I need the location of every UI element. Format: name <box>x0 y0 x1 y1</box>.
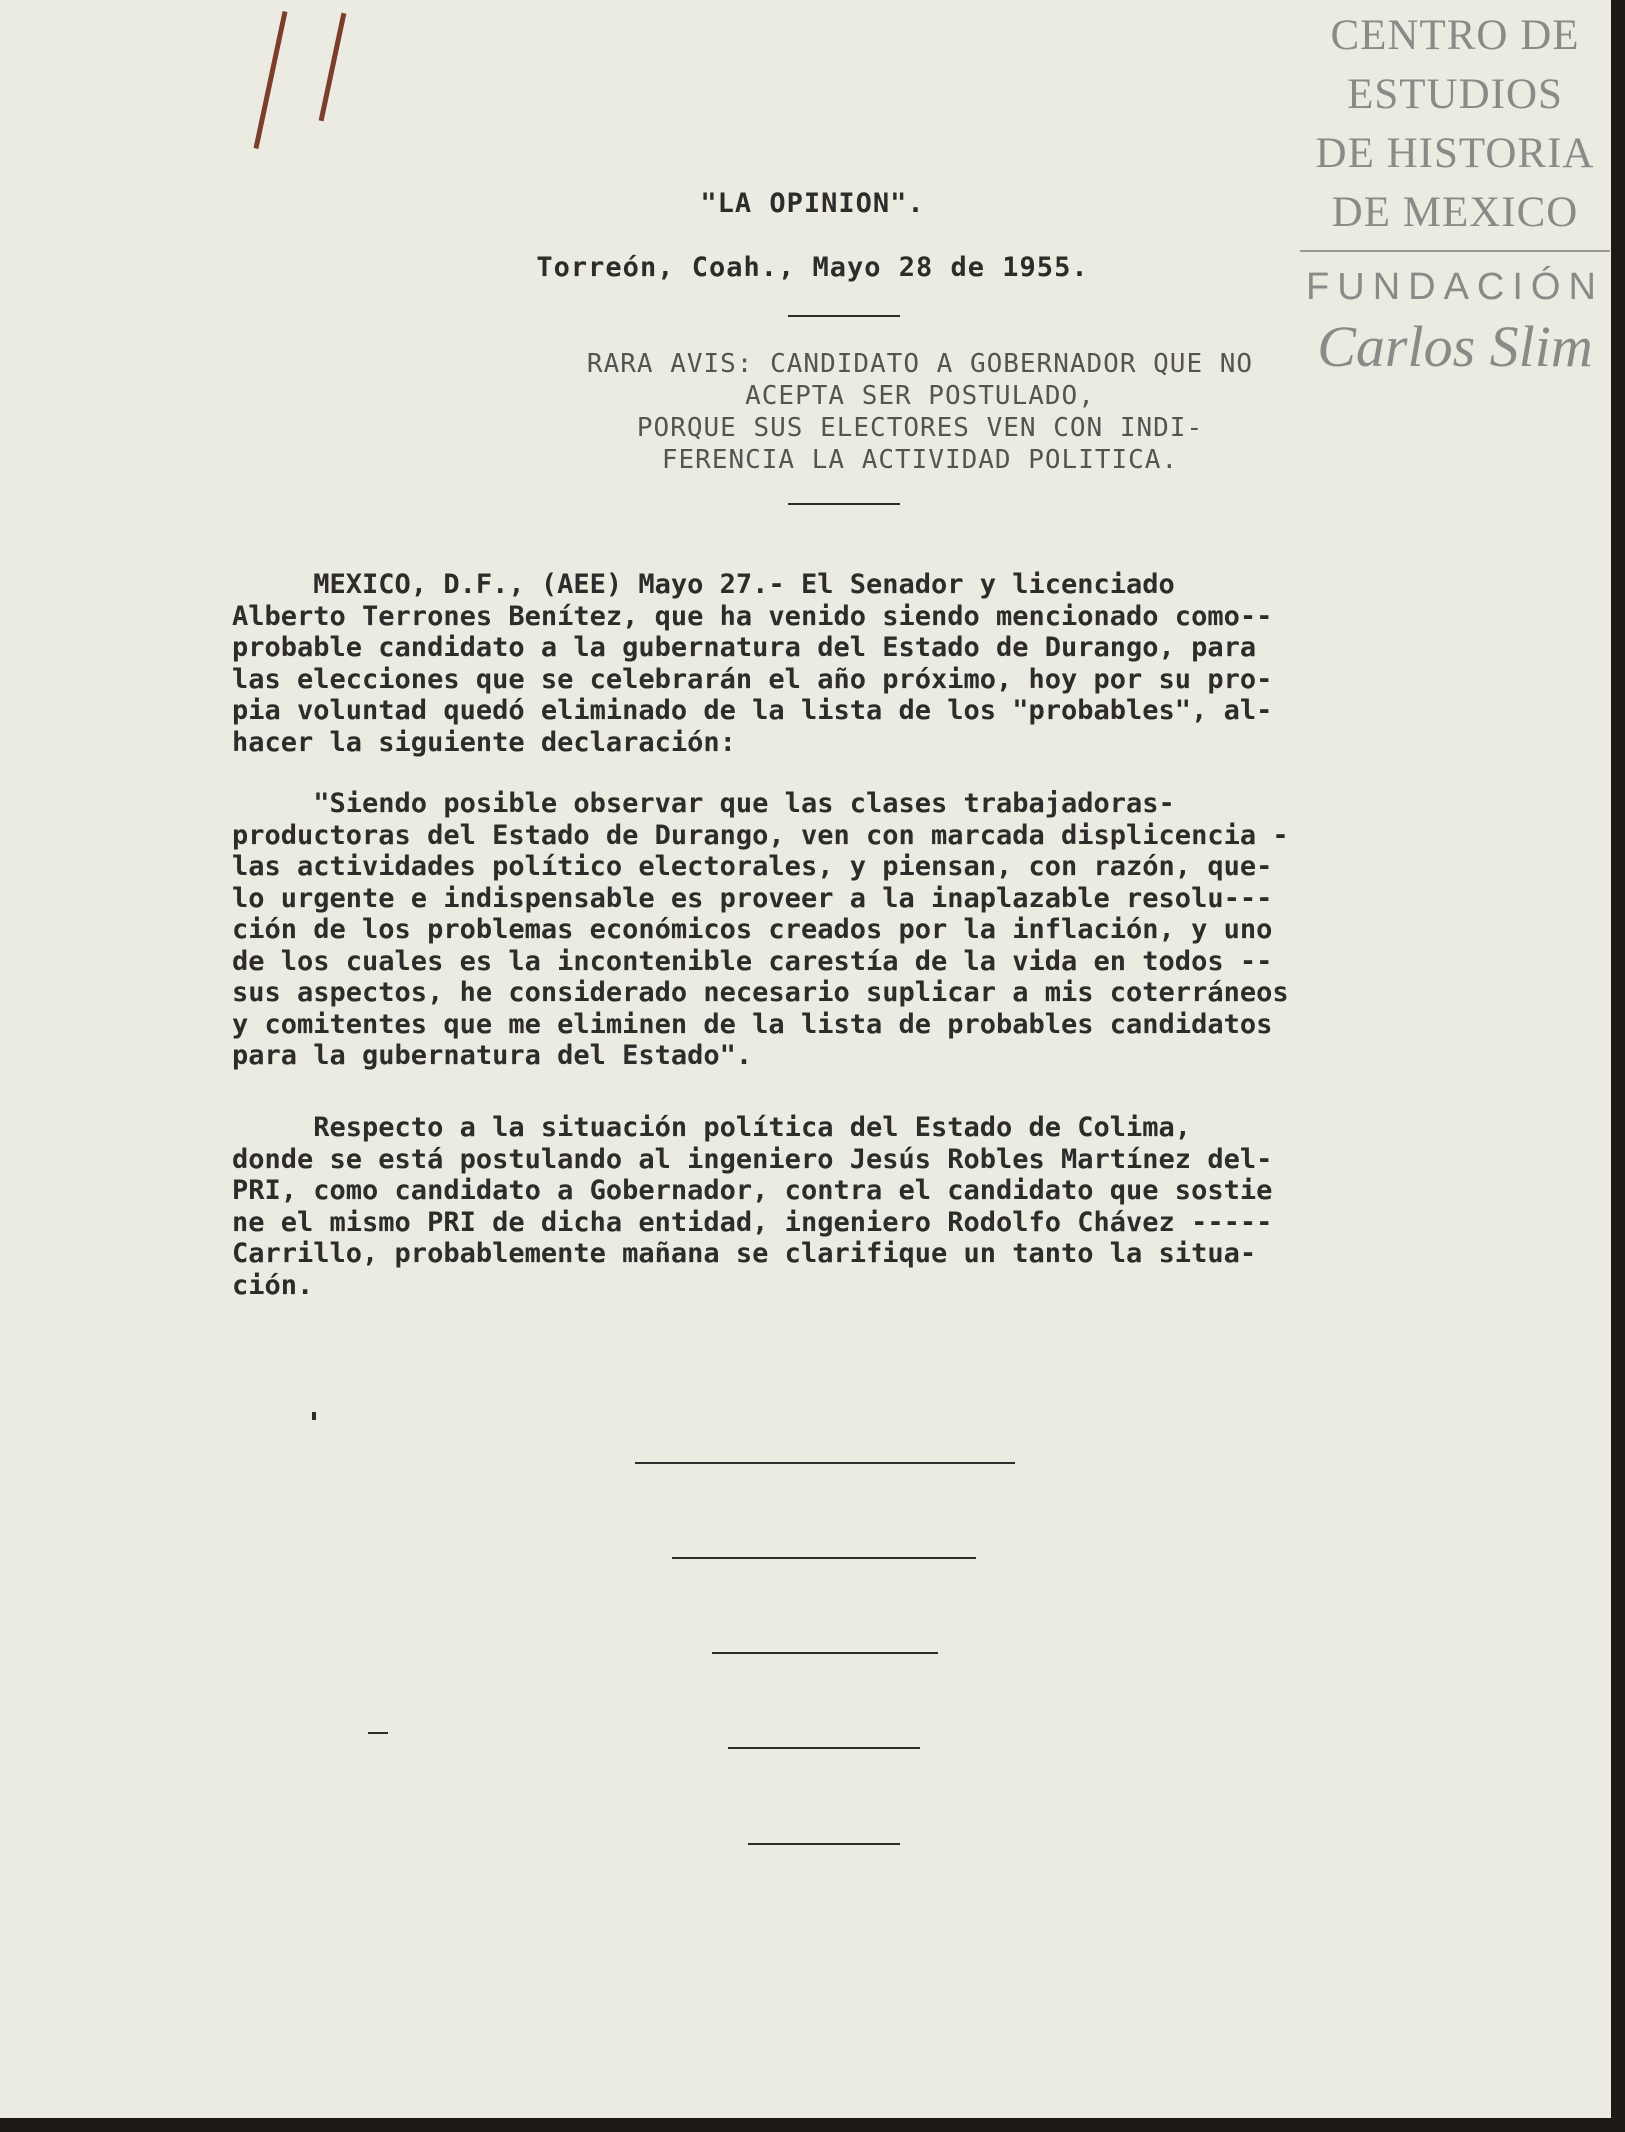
headline-line: FERENCIA LA ACTIVIDAD POLITICA. <box>661 445 1179 475</box>
headline <box>430 348 1410 476</box>
watermark-line: ESTUDIOS <box>1347 71 1563 118</box>
text-line: Respecto a la situación política del Estado de Colima, <box>232 1112 1192 1143</box>
text-line: probable candidato a la gubernatura del Estado de Durango, para <box>232 632 1257 663</box>
text-line: pia voluntad quedó eliminado de la lista de los "probables", al- <box>232 695 1273 726</box>
watermark-line: DE MEXICO <box>1331 189 1579 236</box>
dateline: Torreón, Coah., Mayo 28 de 1955. <box>536 252 1089 283</box>
text-line: las actividades político electorales, y piensan, con razón, que- <box>232 851 1273 882</box>
text-line: ne el mismo PRI de dicha entidad, ingeniero Rodolfo Chávez ----- <box>232 1206 1273 1238</box>
headline-line: PORQUE SUS ELECTORES VEN CON INDI- <box>636 413 1204 443</box>
end-rule <box>635 1462 1015 1464</box>
paragraph-colima <box>232 1112 1482 1301</box>
text-line: las elecciones que se celebrarán el año próximo, hoy por su pro- <box>232 663 1273 695</box>
text-line: lo urgente e indispensable es proveer a la inaplazable resolu--- <box>232 882 1273 914</box>
separator-rule <box>788 315 900 317</box>
end-rule <box>672 1557 976 1559</box>
text-line: hacer la siguiente declaración: <box>232 726 736 758</box>
watermark-foundation: FUNDACIÓN <box>1306 266 1604 308</box>
watermark-signature: Carlos Slim <box>1317 314 1593 379</box>
text-line: productoras del Estado de Durango, ven con marcada displicencia - <box>232 819 1289 851</box>
separator-rule <box>788 503 900 505</box>
text-line: sus aspectos, he considerado necesario suplicar a mis coterráneos <box>232 977 1289 1008</box>
text-line: y comitentes que me eliminen de la lista de probables candidatos <box>232 1008 1273 1040</box>
end-rule <box>712 1652 938 1654</box>
ink-mark <box>254 11 288 149</box>
stray-mark <box>368 1732 388 1734</box>
end-rule <box>748 1843 900 1845</box>
paragraph-intro <box>232 569 1482 758</box>
text-line: de los cuales es la incontenible carestía de la vida en todos -- <box>232 945 1273 977</box>
headline-line: RARA AVIS: CANDIDATO A GOBERNADOR QUE NO <box>586 349 1254 379</box>
text-line: Carrillo, probablemente mañana se clarifique un tanto la situa- <box>232 1238 1257 1269</box>
ink-mark <box>319 13 347 122</box>
paragraph-quote <box>232 788 1482 1072</box>
text-line: "Siendo posible observar que las clases trabajadoras- <box>232 788 1175 819</box>
text-line: para la gubernatura del Estado". <box>232 1040 753 1071</box>
text-line: ción. <box>232 1269 314 1301</box>
newspaper-name: "LA OPINION". <box>700 188 925 219</box>
text-line: PRI, como candidato a Gobernador, contra el candidato que sostie <box>232 1175 1273 1206</box>
stray-mark <box>312 1412 316 1420</box>
text-line: donde se está postulando al ingeniero Jesús Robles Martínez del- <box>232 1143 1273 1175</box>
text-line: Alberto Terrones Benítez, que ha venido siendo mencionado como-- <box>232 600 1273 632</box>
watermark-line: CENTRO DE <box>1330 12 1580 59</box>
watermark-line: DE HISTORIA <box>1315 130 1595 177</box>
headline-line: ACEPTA SER POSTULADO, <box>745 381 1095 411</box>
text-line: ción de los problemas económicos creados por la inflación, y uno <box>232 914 1273 945</box>
text-line: MEXICO, D.F., (AEE) Mayo 27.- El Senador y licenciado <box>232 569 1175 600</box>
end-rule <box>728 1747 920 1749</box>
